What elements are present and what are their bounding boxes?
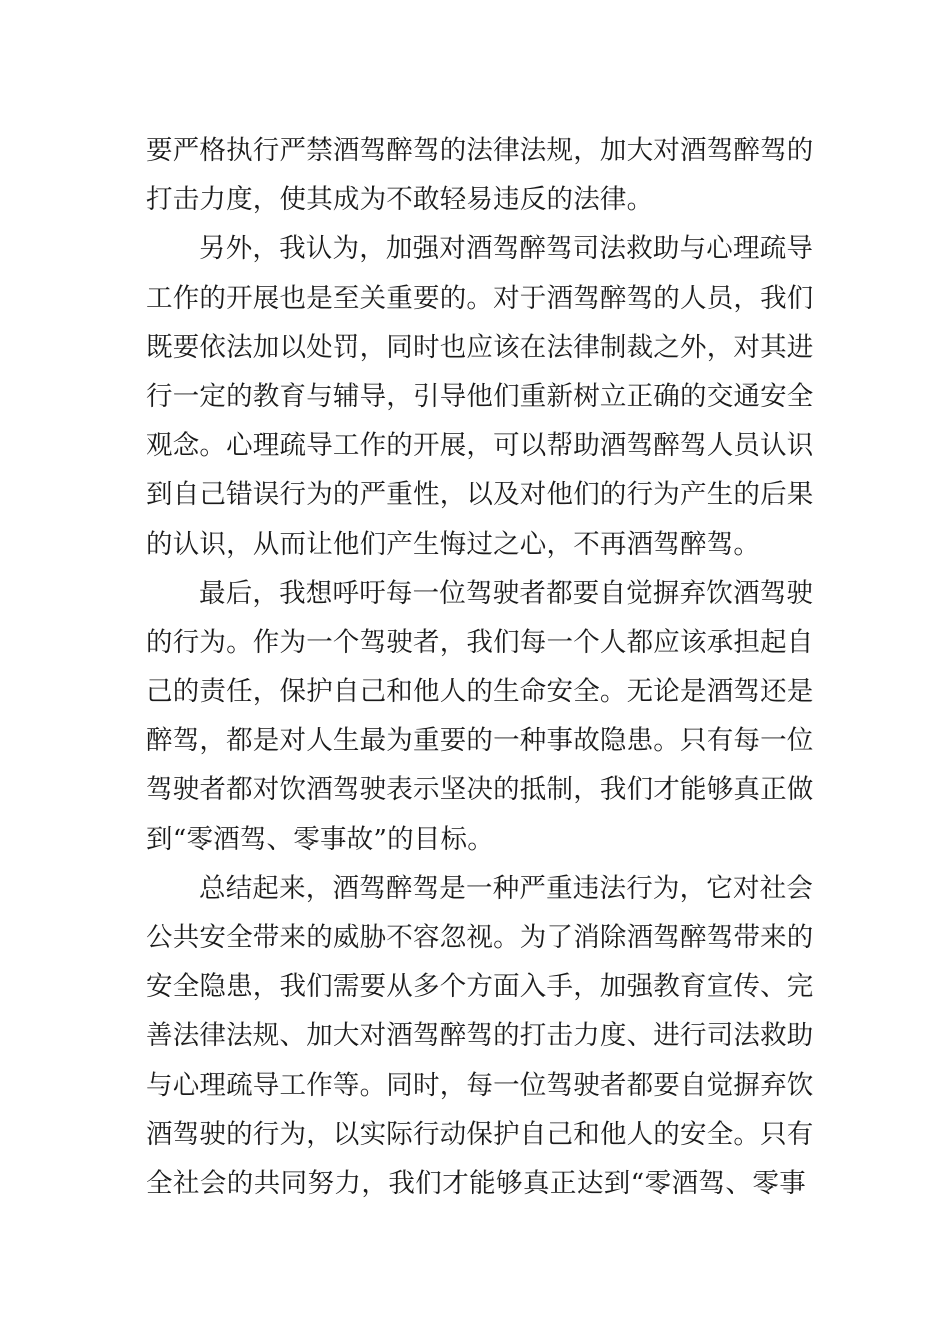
text-line: 打击力度，使其成为不敢轻易违反的法律。: [146, 184, 654, 216]
text-line: 到“零酒驾、零事故”的目标。: [146, 823, 494, 855]
paragraph-start-line: 总结起来，酒驾醉驾是一种严重违法行为，它对社会: [199, 872, 814, 904]
text-line: 既要依法加以处罚，同时也应该在法律制裁之外，对其进: [146, 331, 814, 363]
text-line: 全社会的共同努力，我们才能够真正达到“零酒驾、零事: [146, 1167, 806, 1199]
text-line: 的认识，从而让他们产生悔过之心，不再酒驾醉驾。: [146, 528, 761, 560]
text-line: 要严格执行严禁酒驾醉驾的法律法规，加大对酒驾醉驾的: [146, 135, 814, 166]
text-line: 己的责任，保护自己和他人的生命安全。无论是酒驾还是: [146, 676, 814, 708]
text-line: 行一定的教育与辅导，引导他们重新树立正确的交通安全: [146, 380, 814, 412]
text-line: 安全隐患，我们需要从多个方面入手，加强教育宣传、完: [146, 971, 814, 1003]
text-line: 与心理疏导工作等。同时，每一位驾驶者都要自觉摒弃饮: [146, 1069, 814, 1101]
text-line: 善法律法规、加大对酒驾醉驾的打击力度、进行司法救助: [146, 1020, 814, 1052]
paragraph-start-line: 最后，我想呼吁每一位驾驶者都要自觉摒弃饮酒驾驶: [199, 577, 814, 609]
text-line: 观念。心理疏导工作的开展，可以帮助酒驾醉驾人员认识: [146, 430, 814, 462]
text-line: 驾驶者都对饮酒驾驶表示坚决的抵制，我们才能够真正做: [146, 774, 814, 806]
text-line: 醉驾，都是对人生最为重要的一种事故隐患。只有每一位: [146, 725, 814, 757]
text-line: 的行为。作为一个驾驶者，我们每一个人都应该承担起自: [146, 626, 814, 658]
paragraph-start-line: 另外，我认为，加强对酒驾醉驾司法救助与心理疏导: [199, 233, 814, 265]
document-body: [146, 126, 814, 1208]
text-line: 酒驾驶的行为，以实际行动保护自己和他人的安全。只有: [146, 1118, 814, 1150]
text-line: 公共安全带来的威胁不容忽视。为了消除酒驾醉驾带来的: [146, 922, 814, 953]
text-line: 工作的开展也是至关重要的。对于酒驾醉驾的人员，我们: [146, 282, 814, 314]
text-line: 到自己错误行为的严重性，以及对他们的行为产生的后果: [146, 479, 814, 511]
